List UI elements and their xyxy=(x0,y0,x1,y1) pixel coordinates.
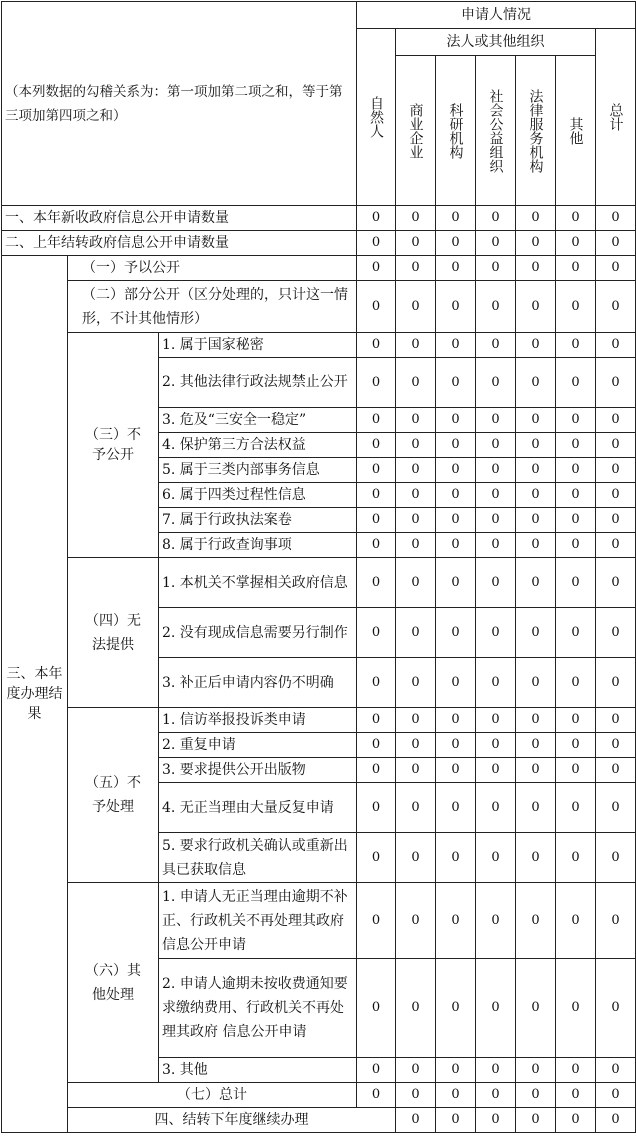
cell-value: 0 xyxy=(476,1108,516,1133)
row-label: 4. 无正当理由大量反复申请 xyxy=(159,783,357,833)
cell-value: 0 xyxy=(396,508,436,533)
cell-value: 0 xyxy=(556,1108,596,1133)
cell-value: 0 xyxy=(436,1108,476,1133)
cell-value: 0 xyxy=(596,533,636,558)
cell-value: 0 xyxy=(436,533,476,558)
cell-value: 0 xyxy=(476,833,516,883)
row-label: 四、结转下年度继续办理 xyxy=(68,1108,396,1133)
cell-value: 0 xyxy=(516,433,556,458)
cell-value: 0 xyxy=(476,608,516,658)
cell-value: 0 xyxy=(357,433,396,458)
cell-value: 0 xyxy=(476,1058,516,1083)
cell-value: 0 xyxy=(436,408,476,433)
cell-value: 0 xyxy=(556,708,596,733)
cell-value: 0 xyxy=(436,558,476,608)
cell-value: 0 xyxy=(396,783,436,833)
row-label: 1. 申请人无正当理由逾期不补正、行政机关不再处理其政府 信息公开申请 xyxy=(159,883,357,959)
cell-value: 0 xyxy=(556,408,596,433)
cell-value: 0 xyxy=(396,458,436,483)
cell-value: 0 xyxy=(476,433,516,458)
row-label: 2. 没有现成信息需要另行制作 xyxy=(159,608,357,658)
cell-value: 0 xyxy=(556,256,596,281)
cell-value: 0 xyxy=(556,1058,596,1083)
cell-value: 0 xyxy=(476,883,516,959)
group-4-label: （四）无法提供 xyxy=(68,558,159,708)
header-research: 科研机构 xyxy=(436,56,476,206)
cell-value: 0 xyxy=(396,231,436,256)
cell-value: 0 xyxy=(436,883,476,959)
table-row xyxy=(2,883,636,959)
cell-value: 0 xyxy=(396,281,436,333)
cell-value: 0 xyxy=(357,658,396,708)
cell-value: 0 xyxy=(357,883,396,959)
cell-value: 0 xyxy=(357,733,396,758)
header-other: 其他 xyxy=(556,56,596,206)
cell-value: 0 xyxy=(516,206,556,231)
cell-value: 0 xyxy=(436,758,476,783)
cell-value: 0 xyxy=(436,508,476,533)
row-label: 1. 信访举报投诉类申请 xyxy=(159,708,357,733)
cell-value: 0 xyxy=(396,256,436,281)
cell-value: 0 xyxy=(476,733,516,758)
table-row xyxy=(2,708,636,733)
table-row xyxy=(2,1083,636,1108)
cell-value: 0 xyxy=(436,231,476,256)
cell-value: 0 xyxy=(596,433,636,458)
table-row xyxy=(2,206,636,231)
cell-value: 0 xyxy=(516,558,556,608)
cell-value: 0 xyxy=(357,333,396,358)
row-label: 4. 保护第三方合法权益 xyxy=(159,433,357,458)
cell-value: 0 xyxy=(436,483,476,508)
cell-value: 0 xyxy=(396,333,436,358)
cell-value: 0 xyxy=(596,206,636,231)
cell-value: 0 xyxy=(476,408,516,433)
cell-value: 0 xyxy=(357,758,396,783)
cell-value: 0 xyxy=(396,533,436,558)
cell-value: 0 xyxy=(436,256,476,281)
cell-value: 0 xyxy=(357,358,396,408)
cell-value: 0 xyxy=(357,783,396,833)
row-label: 2. 其他法律行政法规禁止公开 xyxy=(159,358,357,408)
table-row xyxy=(2,1108,636,1133)
cell-value: 0 xyxy=(436,333,476,358)
cell-value: 0 xyxy=(476,558,516,608)
row-label: 5. 属于三类内部事务信息 xyxy=(159,458,357,483)
cell-value: 0 xyxy=(516,758,556,783)
cell-value: 0 xyxy=(516,458,556,483)
header-commercial: 商业企业 xyxy=(396,56,436,206)
cell-value: 0 xyxy=(436,608,476,658)
row-label: （七）总计 xyxy=(68,1083,357,1108)
table-row xyxy=(2,281,636,333)
cell-value: 0 xyxy=(596,458,636,483)
cell-value: 0 xyxy=(357,608,396,658)
cell-value: 0 xyxy=(516,658,556,708)
cell-value: 0 xyxy=(436,206,476,231)
cell-value: 0 xyxy=(556,733,596,758)
cell-value: 0 xyxy=(556,959,596,1058)
cell-value: 0 xyxy=(357,1058,396,1083)
cell-value: 0 xyxy=(556,281,596,333)
cell-value: 0 xyxy=(436,281,476,333)
cell-value: 0 xyxy=(396,558,436,608)
cell-value: 0 xyxy=(476,206,516,231)
cell-value: 0 xyxy=(436,433,476,458)
cell-value: 0 xyxy=(476,508,516,533)
row-label: 3. 其他 xyxy=(159,1058,357,1083)
cell-value: 0 xyxy=(476,458,516,483)
cell-value: 0 xyxy=(357,458,396,483)
row-label: 2. 申请人逾期未按收费通知要求缴纳费用、行政机关不再处理其政府 信息公开申请 xyxy=(159,959,357,1058)
group-6-label: （六）其他处理 xyxy=(68,883,159,1083)
cell-value: 0 xyxy=(396,608,436,658)
cell-value: 0 xyxy=(556,333,596,358)
cell-value: 0 xyxy=(436,959,476,1058)
cell-value: 0 xyxy=(596,883,636,959)
header-social: 社会公益组织 xyxy=(476,56,516,206)
section-3-label: 三、本年度办理结果 xyxy=(2,256,68,1133)
cell-value: 0 xyxy=(396,959,436,1058)
cell-value: 0 xyxy=(396,708,436,733)
cell-value: 0 xyxy=(596,358,636,408)
cell-value: 0 xyxy=(476,758,516,783)
table-row xyxy=(2,231,636,256)
cell-value: 0 xyxy=(396,408,436,433)
cell-value: 0 xyxy=(596,231,636,256)
cell-value: 0 xyxy=(596,558,636,608)
header-natural-person: 自然人 xyxy=(357,29,396,206)
cell-value: 0 xyxy=(516,508,556,533)
cell-value: 0 xyxy=(476,708,516,733)
cell-value: 0 xyxy=(396,1058,436,1083)
cell-value: 0 xyxy=(556,433,596,458)
cell-value: 0 xyxy=(476,256,516,281)
cell-value: 0 xyxy=(596,508,636,533)
cell-value: 0 xyxy=(396,1083,436,1108)
cell-value: 0 xyxy=(516,256,556,281)
cell-value: 0 xyxy=(516,533,556,558)
cell-value: 0 xyxy=(436,783,476,833)
cell-value: 0 xyxy=(436,458,476,483)
cell-value: 0 xyxy=(436,1058,476,1083)
row-label: 7. 属于行政执法案卷 xyxy=(159,508,357,533)
table-row xyxy=(2,256,636,281)
row-label: 3. 要求提供公开出版物 xyxy=(159,758,357,783)
cell-value: 0 xyxy=(596,483,636,508)
cell-value: 0 xyxy=(396,358,436,408)
table-row xyxy=(2,558,636,608)
cell-value: 0 xyxy=(556,206,596,231)
header-legal-group: 法人或其他组织 xyxy=(396,29,596,56)
row-label: 3. 补正后申请内容仍不明确 xyxy=(159,658,357,708)
cell-value: 0 xyxy=(516,281,556,333)
cell-value: 0 xyxy=(516,1083,556,1108)
cell-value: 0 xyxy=(556,758,596,783)
cell-value: 0 xyxy=(476,358,516,408)
cell-value: 0 xyxy=(396,658,436,708)
cell-value: 0 xyxy=(596,256,636,281)
cell-value: 0 xyxy=(596,758,636,783)
cell-value: 0 xyxy=(516,1108,556,1133)
row-label: （二）部分公开（区分处理的，只计这一情形，不计其他情形） xyxy=(68,281,357,333)
cell-value: 0 xyxy=(596,658,636,708)
cell-value: 0 xyxy=(357,959,396,1058)
cell-value: 0 xyxy=(476,658,516,708)
row-label: 3. 危及“三安全一稳定” xyxy=(159,408,357,433)
cell-value: 0 xyxy=(516,608,556,658)
cell-value: 0 xyxy=(476,483,516,508)
cell-value: 0 xyxy=(357,1083,396,1108)
row-label: 6. 属于四类过程性信息 xyxy=(159,483,357,508)
cell-value: 0 xyxy=(357,833,396,883)
cell-value: 0 xyxy=(396,1108,436,1133)
cell-value: 0 xyxy=(596,733,636,758)
cell-value: 0 xyxy=(556,508,596,533)
cell-value: 0 xyxy=(556,1083,596,1108)
cell-value: 0 xyxy=(516,783,556,833)
cell-value: 0 xyxy=(357,508,396,533)
cell-value: 0 xyxy=(556,483,596,508)
cell-value: 0 xyxy=(516,733,556,758)
cell-value: 0 xyxy=(516,408,556,433)
cell-value: 0 xyxy=(516,358,556,408)
header-applicant: 申请人情况 xyxy=(357,2,636,29)
cell-value: 0 xyxy=(596,1083,636,1108)
cell-value: 0 xyxy=(357,533,396,558)
cell-value: 0 xyxy=(556,658,596,708)
cell-value: 0 xyxy=(436,708,476,733)
row-label: 8. 属于行政查询事项 xyxy=(159,533,357,558)
row-label: 1. 属于国家秘密 xyxy=(159,333,357,358)
cell-value: 0 xyxy=(596,281,636,333)
row-label: 2. 重复申请 xyxy=(159,733,357,758)
cell-value: 0 xyxy=(596,408,636,433)
row-label: （一）予以公开 xyxy=(68,256,357,281)
cell-value: 0 xyxy=(396,883,436,959)
cell-value: 0 xyxy=(476,333,516,358)
cell-value: 0 xyxy=(396,206,436,231)
cell-value: 0 xyxy=(476,231,516,256)
cell-value: 0 xyxy=(357,256,396,281)
cell-value: 0 xyxy=(436,833,476,883)
cell-value: 0 xyxy=(436,1083,476,1108)
cell-value: 0 xyxy=(396,433,436,458)
cell-value: 0 xyxy=(596,1058,636,1083)
cell-value: 0 xyxy=(476,533,516,558)
cell-value: 0 xyxy=(357,231,396,256)
cell-value: 0 xyxy=(596,608,636,658)
cell-value: 0 xyxy=(596,833,636,883)
cell-value: 0 xyxy=(516,708,556,733)
group-5-label: （五）不予处理 xyxy=(68,708,159,883)
cell-value: 0 xyxy=(596,333,636,358)
cell-value: 0 xyxy=(436,658,476,708)
cell-value: 0 xyxy=(556,883,596,959)
cell-value: 0 xyxy=(357,408,396,433)
cell-value: 0 xyxy=(357,206,396,231)
cell-value: 0 xyxy=(476,783,516,833)
cell-value: 0 xyxy=(556,458,596,483)
cell-value: 0 xyxy=(436,733,476,758)
cell-value: 0 xyxy=(556,558,596,608)
cell-value: 0 xyxy=(596,959,636,1058)
cell-value: 0 xyxy=(596,708,636,733)
cell-value: 0 xyxy=(476,1083,516,1108)
cell-value: 0 xyxy=(556,833,596,883)
cell-value: 0 xyxy=(436,358,476,408)
cell-value: 0 xyxy=(396,733,436,758)
cell-value: 0 xyxy=(556,608,596,658)
cell-value: 0 xyxy=(516,333,556,358)
cell-value: 0 xyxy=(516,883,556,959)
row-label: 1. 本机关不掌握相关政府信息 xyxy=(159,558,357,608)
cell-value: 0 xyxy=(357,483,396,508)
cell-value: 0 xyxy=(516,833,556,883)
cell-value: 0 xyxy=(516,959,556,1058)
cell-value: 0 xyxy=(357,708,396,733)
table-row xyxy=(2,333,636,358)
header-total: 总计 xyxy=(596,29,636,206)
cell-value: 0 xyxy=(516,483,556,508)
cell-value: 0 xyxy=(516,231,556,256)
group-3-label: （三）不予公开 xyxy=(68,333,159,558)
cell-value: 0 xyxy=(556,231,596,256)
cell-value: 0 xyxy=(396,758,436,783)
cell-value: 0 xyxy=(476,281,516,333)
cell-value: 0 xyxy=(476,959,516,1058)
cell-value: 0 xyxy=(596,1108,636,1133)
cell-value: 0 xyxy=(556,783,596,833)
cell-value: 0 xyxy=(596,783,636,833)
row-label: 5. 要求行政机关确认或重新出具已获取信息 xyxy=(159,833,357,883)
row-label: 二、上年结转政府信息公开申请数量 xyxy=(2,231,357,256)
disclosure-stats-table xyxy=(1,1,636,1133)
cell-value: 0 xyxy=(556,358,596,408)
cell-value: 0 xyxy=(556,533,596,558)
cell-value: 0 xyxy=(357,281,396,333)
cell-value: 0 xyxy=(396,483,436,508)
cell-value: 0 xyxy=(357,558,396,608)
cell-value: 0 xyxy=(516,1058,556,1083)
header-legal-service: 法律服务机构 xyxy=(516,56,556,206)
cell-value: 0 xyxy=(396,833,436,883)
row-label: 一、本年新收政府信息公开申请数量 xyxy=(2,206,357,231)
header-note: （本列数据的勾稽关系为：第一项加第二项之和，等于第三项加第四项之和） xyxy=(2,2,357,206)
